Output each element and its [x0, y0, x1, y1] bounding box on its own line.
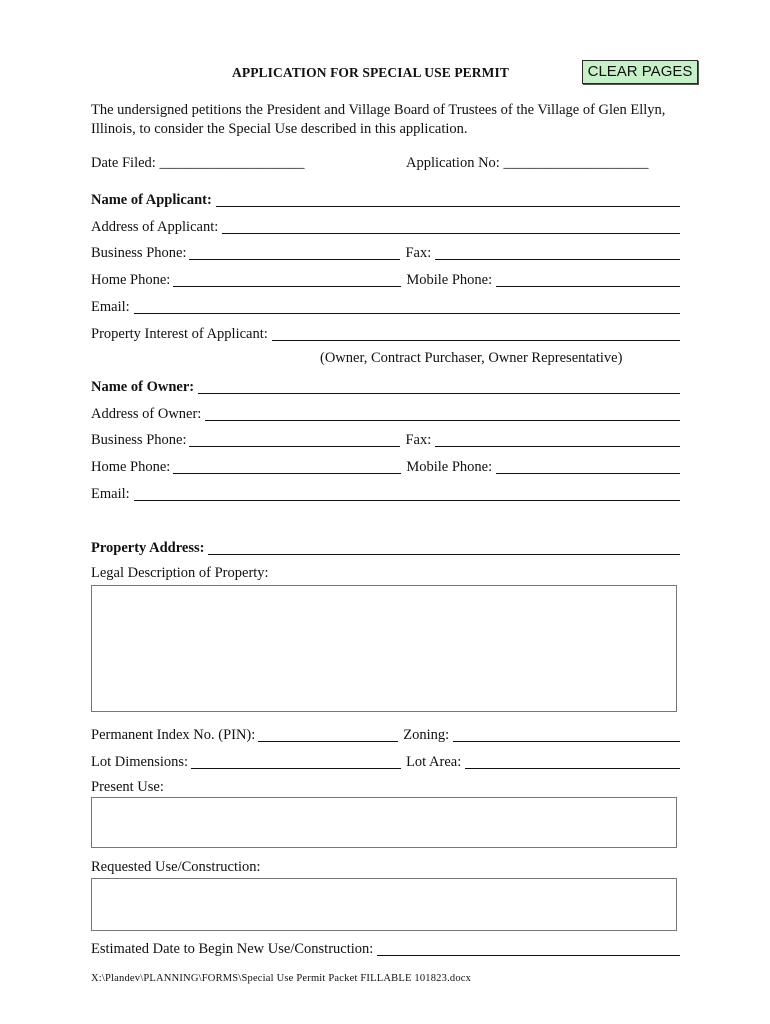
owner-fax-label: Fax: [405, 432, 432, 448]
applicant-property-interest-label: Property Interest of Applicant: [91, 326, 268, 342]
legal-description-label: Legal Description of Property: [91, 565, 269, 581]
applicant-home-phone-label: Home Phone: [91, 272, 171, 288]
pin-zoning-row [91, 724, 680, 744]
applicant-email-label: Email: [91, 299, 130, 315]
property-address-label: Property Address: [91, 540, 205, 556]
owner-address-field[interactable] [205, 406, 680, 421]
applicant-name-label: Name of Applicant: [91, 192, 212, 208]
owner-business-phone-field[interactable] [189, 432, 400, 447]
applicant-phone-fax-row [91, 242, 680, 262]
date-filed-row [91, 155, 304, 172]
owner-address-row [91, 403, 680, 423]
owner-business-phone-label: Business Phone: [91, 432, 187, 448]
applicant-address-row [91, 216, 680, 236]
requested-use-textarea[interactable] [91, 878, 677, 931]
owner-name-label: Name of Owner: [91, 379, 195, 395]
applicant-email-field[interactable] [134, 299, 680, 314]
owner-name-field[interactable] [198, 379, 680, 394]
present-use-label: Present Use: [91, 779, 164, 795]
intro-paragraph: The undersigned petitions the President and Village Board of Trustees of the Village of Glen Ellyn, Illinois, to consider the Special Use described in this application. [91, 102, 666, 137]
owner-name-row [91, 376, 680, 396]
applicant-name-field[interactable] [216, 192, 680, 207]
property-address-row [91, 537, 680, 557]
estimated-date-field[interactable] [377, 941, 680, 956]
owner-phone-fax-row [91, 429, 680, 449]
owner-email-label: Email: [91, 486, 130, 502]
property-address-field[interactable] [208, 540, 680, 555]
zoning-field[interactable] [453, 727, 680, 742]
applicant-email-row [91, 296, 680, 316]
property-interest-note: (Owner, Contract Purchaser, Owner Representative) [320, 350, 623, 366]
present-use-textarea[interactable] [91, 797, 677, 848]
owner-email-row [91, 483, 680, 503]
requested-use-label: Requested Use/Construction: [91, 859, 261, 875]
application-no-field[interactable]: ____________________ [503, 155, 649, 171]
applicant-home-phone-field[interactable] [173, 272, 401, 287]
applicant-mobile-phone-label: Mobile Phone: [406, 272, 493, 288]
owner-mobile-phone-label: Mobile Phone: [406, 459, 493, 475]
lot-dimensions-label: Lot Dimensions: [91, 754, 189, 770]
pin-label: Permanent Index No. (PIN): [91, 727, 256, 743]
applicant-property-interest-row [91, 323, 680, 343]
applicant-business-phone-field[interactable] [189, 245, 400, 260]
applicant-address-label: Address of Applicant: [91, 219, 219, 235]
footer-file-path: X:\Plandev\PLANNING\FORMS\Special Use Permit Packet FILLABLE 101823.docx [91, 973, 472, 984]
lot-area-label: Lot Area: [406, 754, 462, 770]
date-filed-field[interactable]: ____________________ [159, 155, 305, 171]
applicant-address-field[interactable] [222, 219, 680, 234]
lot-area-field[interactable] [465, 754, 680, 769]
pin-field[interactable] [258, 727, 398, 742]
owner-home-phone-label: Home Phone: [91, 459, 171, 475]
owner-home-phone-field[interactable] [173, 459, 401, 474]
applicant-home-mobile-row [91, 269, 680, 289]
application-no-label: Application No: [406, 155, 500, 171]
applicant-mobile-phone-field[interactable] [496, 272, 680, 287]
owner-fax-field[interactable] [435, 432, 680, 447]
owner-address-label: Address of Owner: [91, 406, 202, 422]
estimated-date-row [91, 938, 680, 958]
clear-pages-button[interactable]: CLEAR PAGES [582, 60, 698, 84]
date-filed-label: Date Filed: [91, 155, 156, 171]
legal-description-textarea[interactable] [91, 585, 677, 712]
applicant-fax-label: Fax: [405, 245, 432, 261]
lot-row [91, 751, 680, 771]
form-title: APPLICATION FOR SPECIAL USE PERMIT [232, 65, 509, 80]
estimated-date-label: Estimated Date to Begin New Use/Construction: [91, 941, 374, 957]
zoning-label: Zoning: [403, 727, 450, 743]
owner-email-field[interactable] [134, 486, 680, 501]
applicant-business-phone-label: Business Phone: [91, 245, 187, 261]
owner-mobile-phone-field[interactable] [496, 459, 680, 474]
applicant-name-row [91, 189, 680, 209]
applicant-property-interest-field[interactable] [272, 326, 680, 341]
application-no-row [406, 155, 648, 172]
applicant-fax-field[interactable] [435, 245, 680, 260]
lot-dimensions-field[interactable] [191, 754, 401, 769]
owner-home-mobile-row [91, 456, 680, 476]
